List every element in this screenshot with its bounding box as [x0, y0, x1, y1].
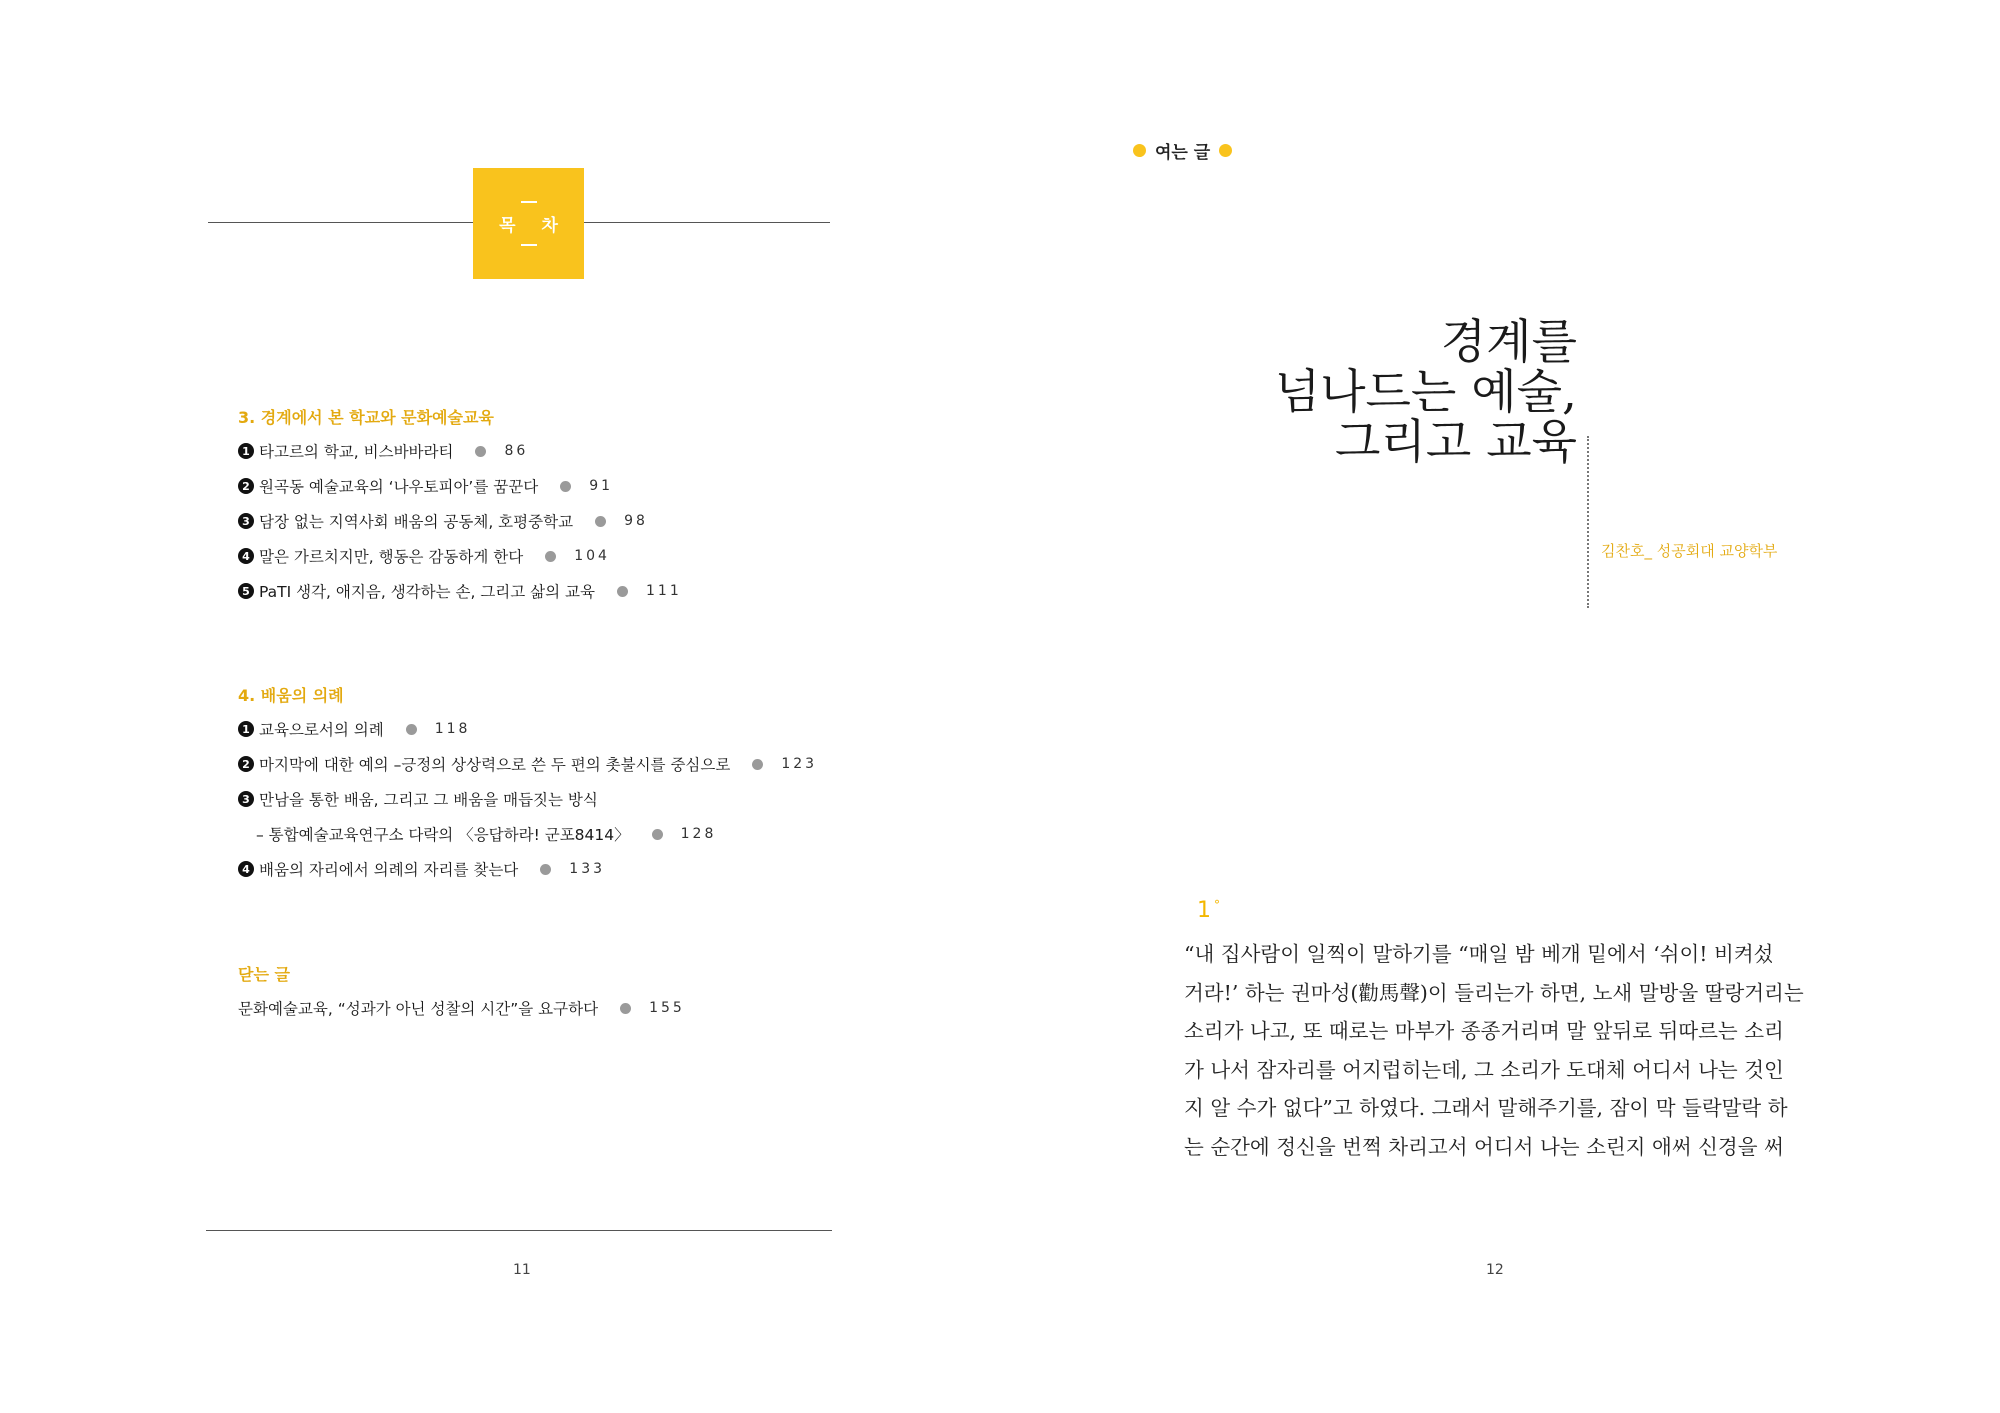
- toc-entry[interactable]: [238, 753, 817, 775]
- entry-title: 배움의 자리에서 의례의 자리를 찾는다: [259, 861, 519, 879]
- entry-page: 133: [569, 861, 606, 877]
- entry-number-badge: 5: [238, 583, 254, 599]
- entry-title: 원곡동 예술교육의 ‘나우토피아’를 꿈꾼다: [259, 478, 539, 496]
- entry-title: 문화예술교육, “성과가 아닌 성찰의 시간”을 요구하다: [238, 1000, 599, 1018]
- toc-section-title: 4. 배움의 의례: [238, 686, 344, 705]
- bullet-dot-icon: [560, 481, 571, 492]
- toc-label: 목 차: [499, 216, 568, 236]
- toc-entry[interactable]: [238, 510, 648, 532]
- dotted-vertical-rule: [1587, 436, 1589, 608]
- toc-entry[interactable]: [238, 858, 605, 880]
- toc-entry[interactable]: [238, 997, 685, 1019]
- entry-number-badge: 3: [238, 513, 254, 529]
- toc-dash-bottom: [521, 244, 537, 246]
- entry-title: 마지막에 대한 예의 –긍정의 상상력으로 쓴 두 편의 촛불시를 중심으로: [259, 756, 731, 774]
- right-page: [1000, 0, 2000, 1413]
- entry-number-badge: 2: [238, 756, 254, 772]
- toc-entry[interactable]: [238, 440, 528, 462]
- body-line: 지 알 수가 없다”고 하였다. 그래서 말해주기를, 잠이 막 들락말락 하: [1184, 1096, 1788, 1120]
- bullet-dot-icon: [475, 446, 486, 457]
- entry-title: 교육으로서의 의례: [259, 721, 384, 739]
- bullet-dot-icon: [652, 829, 663, 840]
- chapter-title-line: 경계를: [1440, 315, 1577, 370]
- entry-title: – 통합예술교육연구소 다락의 〈응답하라! 군포8414〉: [256, 826, 630, 844]
- entry-number-badge: 4: [238, 861, 254, 877]
- toc-dash-top: [521, 201, 537, 203]
- toc-entry[interactable]: [238, 788, 598, 810]
- author-credit: 김찬호_ 성공회대 교양학부: [1601, 542, 1778, 560]
- entry-number-badge: 4: [238, 548, 254, 564]
- toc-label-box: [473, 168, 584, 279]
- chapter-title-line: 넘나드는 예술,: [1274, 365, 1577, 420]
- entry-page: 111: [646, 583, 682, 599]
- bullet-dot-icon: [406, 724, 417, 735]
- chapter-title-line: 그리고 교육: [1335, 415, 1577, 470]
- body-line: 가 나서 잠자리를 어지럽히는데, 그 소리가 도대체 어디서 나는 것인: [1184, 1057, 1784, 1082]
- page-number: 12: [1486, 1262, 1504, 1278]
- toc-section-title: 닫는 글: [238, 965, 290, 984]
- bullet-dot-icon: [752, 759, 763, 770]
- toc-entry[interactable]: [238, 718, 470, 740]
- section-number-value: 1: [1197, 898, 1211, 923]
- entry-title: 타고르의 학교, 비스바바라티: [259, 443, 454, 461]
- toc-section-title: 3. 경계에서 본 학교와 문화예술교육: [238, 408, 494, 427]
- entry-page: 118: [434, 721, 471, 737]
- yellow-dot-icon: [1219, 144, 1232, 157]
- bullet-dot-icon: [620, 1003, 631, 1014]
- yellow-dot-icon: [1133, 144, 1146, 157]
- bullet-dot-icon: [595, 516, 606, 527]
- entry-number-badge: 1: [238, 721, 254, 737]
- toc-entry-continuation[interactable]: [256, 823, 716, 845]
- chapter-header-label: 여는 글: [1155, 143, 1211, 163]
- entry-page: 91: [589, 478, 614, 494]
- entry-title: 말은 가르치지만, 행동은 감동하게 한다: [259, 548, 524, 566]
- bullet-dot-icon: [617, 586, 628, 597]
- entry-number-badge: 3: [238, 791, 254, 807]
- entry-title: 만남을 통한 배움, 그리고 그 배움을 매듭짓는 방식: [259, 791, 598, 809]
- entry-page: 128: [680, 826, 717, 842]
- chapter-header: [1133, 138, 1243, 163]
- body-paragraph: [1184, 935, 1804, 1166]
- entry-page: 123: [781, 756, 818, 772]
- body-line: 소리가 나고, 또 때로는 마부가 종종거리며 말 앞뒤로 뒤따르는 소리: [1184, 1019, 1784, 1043]
- entry-title: 담장 없는 지역사회 배움의 공동체, 호평중학교: [259, 513, 574, 531]
- body-line: 는 순간에 정신을 번쩍 차리고서 어디서 나는 소린지 애써 신경을 써: [1184, 1134, 1784, 1159]
- bullet-dot-icon: [545, 551, 556, 562]
- body-line: “내 집사람이 일찍이 말하기를 “매일 밤 베개 밑에서 ‘쉬이! 비켜섰: [1184, 942, 1774, 966]
- toc-entry[interactable]: [238, 475, 613, 497]
- toc-entry[interactable]: [238, 545, 610, 567]
- toc-entry[interactable]: [238, 580, 682, 602]
- entry-page: 155: [649, 1000, 685, 1016]
- footer-rule: [206, 1230, 832, 1231]
- entry-page: 98: [624, 513, 648, 529]
- bullet-dot-icon: [540, 864, 551, 875]
- entry-number-badge: 2: [238, 478, 254, 494]
- degree-mark-icon: °: [1214, 898, 1220, 912]
- body-line: 거라!’ 하는 권마성(勸馬聲)이 들리는가 하면, 노새 말방울 딸랑거리는: [1184, 980, 1804, 1005]
- chapter-title: [1274, 315, 1577, 470]
- section-number: [1197, 898, 1220, 923]
- entry-title: PaTI 생각, 애지음, 생각하는 손, 그리고 삶의 교육: [259, 583, 596, 601]
- entry-number-badge: 1: [238, 443, 254, 459]
- entry-page: 86: [504, 443, 529, 459]
- entry-page: 104: [574, 548, 610, 564]
- page-number: 11: [513, 1262, 531, 1278]
